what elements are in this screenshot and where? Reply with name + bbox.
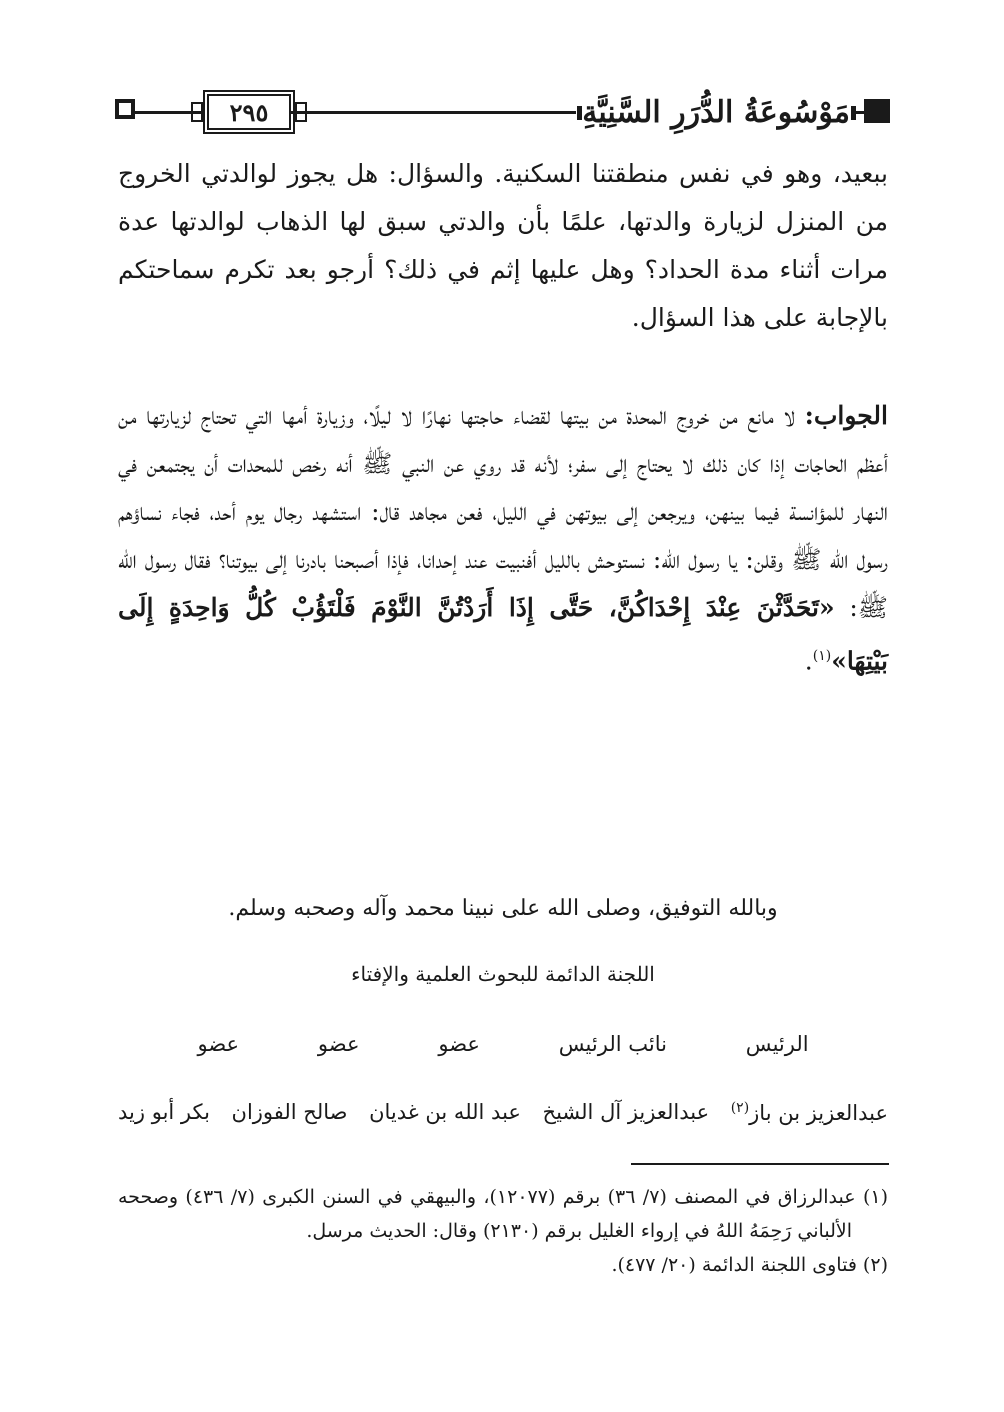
name-member: عبد الله بن غديان xyxy=(369,1100,521,1124)
footnote-ref-1[interactable]: (١) xyxy=(812,648,832,664)
footnotes xyxy=(118,1180,888,1282)
header-ornament-filled-square xyxy=(864,99,890,123)
role-member: عضو xyxy=(197,1032,240,1056)
answer-text: لا مانع من خروج المحدة من بيتها لقضاء حاجتها نهارًا لا ليلًا، وزيارة أمها التي تحتاج لزيارتها من أعظم الحاجات إذا كان ذلك لا يحتاج إلى سفر؛ لأنه قد روي عن النبي ﷺ أنه رخص للمحدات أن يجتمعن في النهار للمؤانسة فيما بينهن، ويرجعن إلى بيوتهن في الليل، فعن مجاهد قال: استشهد رجال يوم أحد، فجاء نساؤهم رسول الله ﷺ وقلن: يا رسول الله: نستوحش بالليل أفنبيت عند إحدانا، فإذا أصبحنا بادرنا إلى بيوتنا؟ فقال رسول الله ﷺ: xyxy=(118,401,888,622)
signatory-roles xyxy=(118,1032,888,1056)
header-rule-right xyxy=(856,111,864,114)
hadith-quote: «تَحَدَّثْنَ عِنْدَ إِحْدَاكُنَّ، حَتَّى إِذَا أَرَدْتُنَّ النَّوْمَ فَلْتَؤُبْ كُلُّ وَاحِدَةٍ إِلَى بَيْتِهَا» xyxy=(118,593,888,676)
closing-line: وبالله التوفيق، وصلى الله على نبينا محمد وآله وصحبه وسلم. xyxy=(228,896,778,921)
footnote-1: (١) عبدالرزاق في المصنف (٧/ ٣٦) برقم (١٢٠٧٧)، والبيهقي في السنن الكبرى (٧/ ٤٣٦) وصححه الألباني رَحِمَهُ اللهُ في إرواء الغليل برقم (٢١٣٠) وقال: الحديث مرسل. xyxy=(118,1186,889,1242)
role-member: عضو xyxy=(317,1032,360,1056)
answer-label: الجواب: xyxy=(804,401,888,430)
footnote-separator xyxy=(631,1163,889,1165)
header-ornament-bar xyxy=(577,106,582,120)
header-rule-middle xyxy=(291,111,576,114)
book-title: مَوْسُوعَةُ الدُّرَرِ السَّنِيَّةِ xyxy=(582,94,850,130)
page-number: ٢٩٥ xyxy=(207,94,291,130)
page-header xyxy=(115,82,890,144)
footnote-2: (٢) فتاوى اللجنة الدائمة (٢٠/ ٤٧٧). xyxy=(611,1254,888,1276)
question-paragraph: ببعيد، وهو في نفس منطقتنا السكنية. والسؤال: هل يجوز لوالدتي الخروج من المنزل لزيارة والدتها، علمًا بأن والدتي سبق لها الذهاب لوالدتها عدة مرات أثناء مدة الحداد؟ وهل عليها إثم في ذلك؟ أرجو بعد تكرم سماحتكم بالإجابة على هذا السؤال. xyxy=(118,159,888,332)
role-vice-president: نائب الرئيس xyxy=(558,1032,667,1056)
signatory-names xyxy=(118,1100,888,1125)
answer-end: . xyxy=(804,646,813,676)
committee-name: اللجنة الدائمة للبحوث العلمية والإفتاء xyxy=(351,962,655,986)
role-member: عضو xyxy=(438,1032,480,1056)
name-member: بكر أبو زيد xyxy=(118,1100,210,1124)
header-ornament-open-square xyxy=(115,99,135,119)
name-vice-president: عبدالعزيز آل الشيخ xyxy=(542,1100,710,1124)
role-president: الرئيس xyxy=(745,1032,809,1056)
footnote-ref-2[interactable]: (٢) xyxy=(730,1100,750,1116)
answer-paragraph xyxy=(118,392,888,685)
name-member: صالح الفوزان xyxy=(231,1100,348,1124)
name-president: عبدالعزيز بن باز$^{(٢)}$ xyxy=(730,1100,888,1125)
